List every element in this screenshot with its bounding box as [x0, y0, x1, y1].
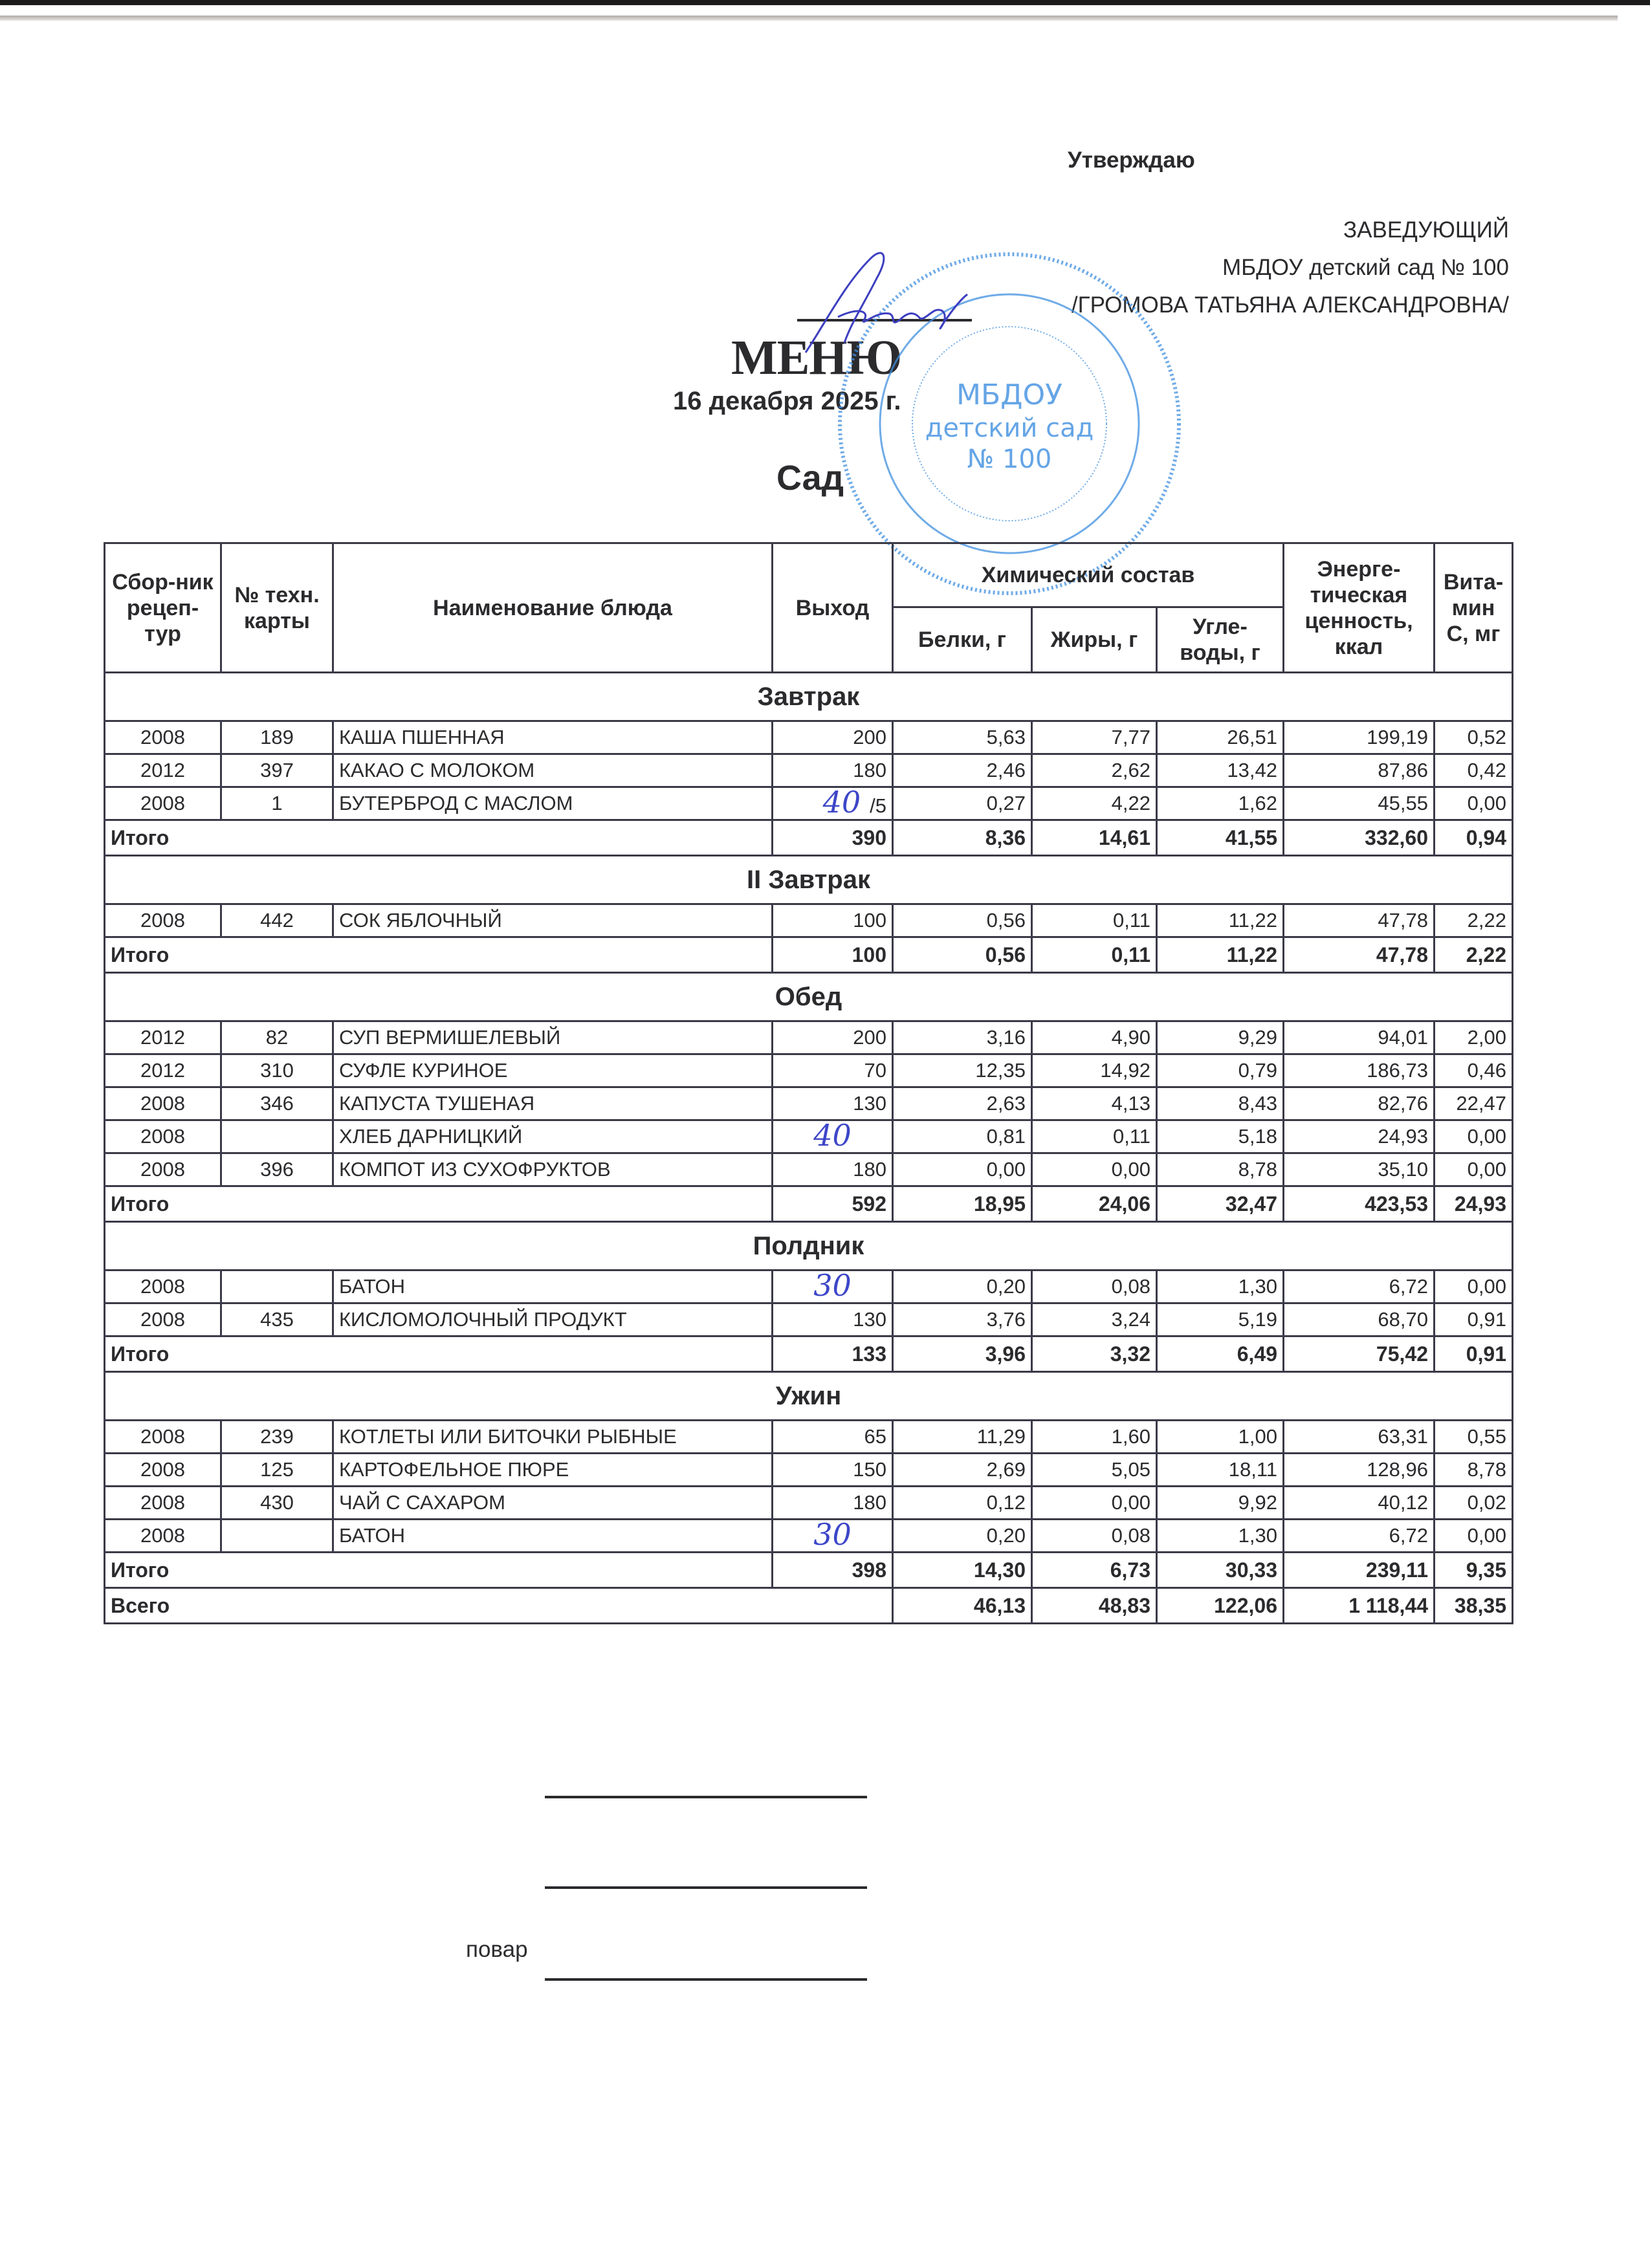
cell-kcal: 87,86 — [1284, 754, 1435, 787]
table-row — [105, 787, 1513, 820]
cell-vit-c: 2,00 — [1435, 1021, 1513, 1054]
section-header — [105, 973, 1513, 1021]
cell-vit-c: 0,55 — [1435, 1421, 1513, 1454]
cell-fat: 4,13 — [1032, 1087, 1157, 1120]
scan-edge-top — [0, 0, 1650, 5]
cell-kcal: 6,72 — [1284, 1520, 1435, 1553]
cell-dish-name: БАТОН — [333, 1520, 773, 1553]
cell-fat: 0,00 — [1032, 1487, 1157, 1520]
cell-carbs: 1,30 — [1157, 1520, 1284, 1553]
cell-tech-card: 82 — [221, 1021, 333, 1054]
subtotal-kcal: 423,53 — [1284, 1186, 1435, 1222]
header-carbs: Угле-воды, г — [1157, 607, 1284, 673]
cell-yield: 130 — [773, 1087, 893, 1120]
cell-carbs: 11,22 — [1157, 904, 1284, 937]
cell-protein: 5,63 — [893, 721, 1032, 754]
cell-carbs: 0,79 — [1157, 1054, 1284, 1087]
cell-protein: 0,00 — [893, 1153, 1032, 1186]
approval-label: Утверждаю — [1068, 147, 1195, 173]
subtotal-row — [105, 1186, 1513, 1222]
section-header — [105, 1372, 1513, 1421]
cell-kcal: 94,01 — [1284, 1021, 1435, 1054]
cell-vit-c: 0,00 — [1435, 1120, 1513, 1153]
cell-dish-name: БАТОН — [333, 1270, 773, 1303]
cell-protein: 3,16 — [893, 1021, 1032, 1054]
cell-protein: 0,56 — [893, 904, 1032, 937]
cell-tech-card — [221, 1120, 333, 1153]
section-header — [105, 856, 1513, 904]
table-row — [105, 1520, 1513, 1553]
table-row — [105, 1421, 1513, 1454]
table-row — [105, 1487, 1513, 1520]
cell-yield: 100 — [773, 904, 893, 937]
cell-dish-name: КАРТОФЕЛЬНОЕ ПЮРЕ — [333, 1454, 773, 1487]
cell-fat: 1,60 — [1032, 1421, 1157, 1454]
table-row — [105, 1454, 1513, 1487]
subtotal-protein: 0,56 — [893, 937, 1032, 973]
section-title: II Завтрак — [105, 856, 1513, 904]
cell-tech-card: 310 — [221, 1054, 333, 1087]
header-collection: Сбор-ник рецеп-тур — [105, 543, 221, 673]
grand-total-protein: 46,13 — [893, 1588, 1032, 1624]
cell-dish-name: ХЛЕБ ДАРНИЦКИЙ — [333, 1120, 773, 1153]
cook-signature-line — [545, 1978, 867, 1981]
cell-protein: 12,35 — [893, 1054, 1032, 1087]
cell-kcal: 45,55 — [1284, 787, 1435, 820]
cell-fat: 14,92 — [1032, 1054, 1157, 1087]
subtotal-yield: 133 — [773, 1336, 893, 1372]
subtotal-row — [105, 937, 1513, 973]
cell-vit-c: 22,47 — [1435, 1087, 1513, 1120]
cell-vit-c: 0,00 — [1435, 1520, 1513, 1553]
table-row — [105, 904, 1513, 937]
subtotal-kcal: 75,42 — [1284, 1336, 1435, 1372]
cell-vit-c: 0,00 — [1435, 1270, 1513, 1303]
table-row — [105, 1021, 1513, 1054]
grand-total-fat: 48,83 — [1032, 1588, 1157, 1624]
cell-collection: 2008 — [105, 787, 221, 820]
cell-fat: 0,08 — [1032, 1520, 1157, 1553]
cell-kcal: 47,78 — [1284, 904, 1435, 937]
signature-line-1 — [545, 1796, 867, 1798]
cell-carbs: 18,11 — [1157, 1454, 1284, 1487]
subtotal-fat: 3,32 — [1032, 1336, 1157, 1372]
cell-yield — [773, 787, 893, 820]
cell-kcal: 63,31 — [1284, 1421, 1435, 1454]
cell-carbs: 5,19 — [1157, 1303, 1284, 1336]
cell-protein: 0,81 — [893, 1120, 1032, 1153]
grand-total-vit-c: 38,35 — [1435, 1588, 1513, 1624]
subtotal-label: Итого — [105, 937, 773, 973]
cell-yield: 180 — [773, 1153, 893, 1186]
subtotal-kcal: 239,11 — [1284, 1553, 1435, 1588]
cell-yield: 150 — [773, 1454, 893, 1487]
cook-label: повар — [466, 1937, 528, 1962]
table-row — [105, 721, 1513, 754]
subtotal-row — [105, 820, 1513, 856]
cell-collection: 2008 — [105, 1454, 221, 1487]
cell-fat: 0,11 — [1032, 1120, 1157, 1153]
cell-kcal: 40,12 — [1284, 1487, 1435, 1520]
cell-dish-name: КАША ПШЕННАЯ — [333, 721, 773, 754]
cell-tech-card: 397 — [221, 754, 333, 787]
cell-collection: 2008 — [105, 1487, 221, 1520]
header-vitamin-c: Вита-мин С, мг — [1435, 543, 1513, 673]
subtotal-fat: 24,06 — [1032, 1186, 1157, 1222]
cell-yield: 130 — [773, 1303, 893, 1336]
subtotal-yield: 100 — [773, 937, 893, 973]
menu-table-body — [105, 673, 1513, 1624]
cell-tech-card — [221, 1520, 333, 1553]
subtotal-carbs: 30,33 — [1157, 1553, 1284, 1588]
header-energy: Энерге-тическая ценность, ккал — [1284, 543, 1435, 673]
cell-yield — [773, 1517, 893, 1553]
cell-kcal: 186,73 — [1284, 1054, 1435, 1087]
table-row — [105, 1120, 1513, 1153]
cell-yield: 70 — [773, 1054, 893, 1087]
cell-tech-card: 346 — [221, 1087, 333, 1120]
cell-carbs: 1,30 — [1157, 1270, 1284, 1303]
menu-date: 16 декабря 2025 г. — [673, 387, 901, 415]
cell-yield: 180 — [773, 754, 893, 787]
grand-total-kcal: 1 118,44 — [1284, 1588, 1435, 1624]
cell-tech-card: 189 — [221, 721, 333, 754]
table-row — [105, 1303, 1513, 1336]
table-row — [105, 1270, 1513, 1303]
cell-vit-c: 0,42 — [1435, 754, 1513, 787]
subtotal-protein: 8,36 — [893, 820, 1032, 856]
scan-page-edge — [0, 16, 1618, 21]
cell-carbs: 1,00 — [1157, 1421, 1284, 1454]
handwritten-yield: 40 — [813, 1118, 852, 1153]
subtotal-fat: 14,61 — [1032, 820, 1157, 856]
cell-fat: 0,11 — [1032, 904, 1157, 937]
branch-label: Сад — [776, 459, 844, 497]
cell-protein: 2,69 — [893, 1454, 1032, 1487]
subtotal-label: Итого — [105, 820, 773, 856]
cell-yield: 200 — [773, 1021, 893, 1054]
subtotal-carbs: 6,49 — [1157, 1336, 1284, 1372]
cell-fat: 2,62 — [1032, 754, 1157, 787]
subtotal-yield: 398 — [773, 1553, 893, 1588]
cell-collection: 2008 — [105, 1087, 221, 1120]
header-tech-card: № техн. карты — [221, 543, 333, 673]
cell-collection: 2008 — [105, 904, 221, 937]
subtotal-kcal: 47,78 — [1284, 937, 1435, 973]
cell-vit-c: 0,00 — [1435, 1153, 1513, 1186]
cell-kcal: 35,10 — [1284, 1153, 1435, 1186]
cell-fat: 4,90 — [1032, 1021, 1157, 1054]
document-title: МЕНЮ — [731, 331, 902, 385]
table-row — [105, 754, 1513, 787]
section-header — [105, 673, 1513, 721]
cell-dish-name: БУТЕРБРОД С МАСЛОМ — [333, 787, 773, 820]
cell-carbs: 1,62 — [1157, 787, 1284, 820]
cell-vit-c: 0,46 — [1435, 1054, 1513, 1087]
subtotal-fat: 0,11 — [1032, 937, 1157, 973]
cell-tech-card: 430 — [221, 1487, 333, 1520]
head-signatory: /ГРОМОВА ТАТЬЯНА АЛЕКСАНДРОВНА/ — [1071, 292, 1509, 318]
cell-fat: 4,22 — [1032, 787, 1157, 820]
subtotal-label: Итого — [105, 1553, 773, 1588]
cell-kcal: 68,70 — [1284, 1303, 1435, 1336]
section-title: Ужин — [105, 1372, 1513, 1421]
subtotal-kcal: 332,60 — [1284, 820, 1435, 856]
table-row — [105, 1054, 1513, 1087]
cell-protein: 3,76 — [893, 1303, 1032, 1336]
head-organization: МБДОУ детский сад № 100 — [1222, 255, 1509, 280]
printed-yield: /5 — [870, 794, 886, 817]
subtotal-vit-c: 24,93 — [1435, 1186, 1513, 1222]
cell-carbs: 13,42 — [1157, 754, 1284, 787]
subtotal-vit-c: 0,94 — [1435, 820, 1513, 856]
subtotal-yield: 592 — [773, 1186, 893, 1222]
cell-tech-card — [221, 1270, 333, 1303]
subtotal-row — [105, 1553, 1513, 1588]
cell-yield — [773, 1120, 893, 1153]
cell-collection: 2008 — [105, 1303, 221, 1336]
cell-tech-card: 239 — [221, 1421, 333, 1454]
header-fat: Жиры, г — [1032, 607, 1157, 673]
section-title: Полдник — [105, 1222, 1513, 1270]
cell-dish-name: КАКАО С МОЛОКОМ — [333, 754, 773, 787]
subtotal-carbs: 32,47 — [1157, 1186, 1284, 1222]
cell-kcal: 82,76 — [1284, 1087, 1435, 1120]
handwritten-yield: 40 — [822, 785, 861, 820]
cell-carbs: 9,29 — [1157, 1021, 1284, 1054]
header-chemical-composition: Химический состав — [893, 543, 1284, 607]
cell-carbs: 5,18 — [1157, 1120, 1284, 1153]
cell-dish-name: СОК ЯБЛОЧНЫЙ — [333, 904, 773, 937]
cell-vit-c: 0,91 — [1435, 1303, 1513, 1336]
head-position: ЗАВЕДУЮЩИЙ — [1343, 217, 1509, 243]
cell-dish-name: КОТЛЕТЫ ИЛИ БИТОЧКИ РЫБНЫЕ — [333, 1421, 773, 1454]
cell-fat: 3,24 — [1032, 1303, 1157, 1336]
cell-collection: 2008 — [105, 1270, 221, 1303]
subtotal-protein: 14,30 — [893, 1553, 1032, 1588]
cell-yield: 180 — [773, 1487, 893, 1520]
cell-tech-card: 442 — [221, 904, 333, 937]
handwritten-yield: 30 — [813, 1268, 852, 1303]
cell-dish-name: ЧАЙ С САХАРОМ — [333, 1487, 773, 1520]
subtotal-protein: 18,95 — [893, 1186, 1032, 1222]
cell-protein: 0,12 — [893, 1487, 1032, 1520]
cell-tech-card: 435 — [221, 1303, 333, 1336]
cell-carbs: 26,51 — [1157, 721, 1284, 754]
cell-yield: 65 — [773, 1421, 893, 1454]
stamp-text-3: № 100 — [967, 444, 1052, 474]
cell-yield — [773, 1270, 893, 1303]
cell-fat: 0,08 — [1032, 1270, 1157, 1303]
grand-total-carbs: 122,06 — [1157, 1588, 1284, 1624]
approval-signature-line — [797, 319, 972, 322]
menu-table — [104, 542, 1513, 1624]
cell-kcal: 6,72 — [1284, 1270, 1435, 1303]
subtotal-row — [105, 1336, 1513, 1372]
cell-fat: 7,77 — [1032, 721, 1157, 754]
cell-dish-name: КАПУСТА ТУШЕНАЯ — [333, 1087, 773, 1120]
header-protein: Белки, г — [893, 607, 1032, 673]
cell-vit-c: 0,00 — [1435, 787, 1513, 820]
cell-dish-name: КОМПОТ ИЗ СУХОФРУКТОВ — [333, 1153, 773, 1186]
cell-kcal: 24,93 — [1284, 1120, 1435, 1153]
cell-collection: 2012 — [105, 754, 221, 787]
cell-tech-card: 1 — [221, 787, 333, 820]
cell-dish-name: СУП ВЕРМИШЕЛЕВЫЙ — [333, 1021, 773, 1054]
cell-tech-card: 396 — [221, 1153, 333, 1186]
table-row — [105, 1153, 1513, 1186]
subtotal-carbs: 11,22 — [1157, 937, 1284, 973]
cell-protein: 11,29 — [893, 1421, 1032, 1454]
grand-total-label: Всего — [105, 1588, 893, 1624]
stamp-text-1: МБДОУ — [956, 378, 1062, 411]
table-row — [105, 1087, 1513, 1120]
cell-protein: 0,20 — [893, 1270, 1032, 1303]
grand-total-row — [105, 1588, 1513, 1624]
cell-collection: 2012 — [105, 1021, 221, 1054]
cell-tech-card: 125 — [221, 1454, 333, 1487]
section-title: Завтрак — [105, 673, 1513, 721]
cell-protein: 0,20 — [893, 1520, 1032, 1553]
cell-carbs: 8,78 — [1157, 1153, 1284, 1186]
cell-vit-c: 8,78 — [1435, 1454, 1513, 1487]
subtotal-vit-c: 2,22 — [1435, 937, 1513, 973]
cell-dish-name: СУФЛЕ КУРИНОЕ — [333, 1054, 773, 1087]
subtotal-carbs: 41,55 — [1157, 820, 1284, 856]
cell-vit-c: 0,52 — [1435, 721, 1513, 754]
section-title: Обед — [105, 973, 1513, 1021]
subtotal-vit-c: 9,35 — [1435, 1553, 1513, 1588]
cell-dish-name: КИСЛОМОЛОЧНЫЙ ПРОДУКТ — [333, 1303, 773, 1336]
section-header — [105, 1222, 1513, 1270]
signature-line-2 — [545, 1886, 867, 1889]
cell-collection: 2008 — [105, 1153, 221, 1186]
cell-fat: 0,00 — [1032, 1153, 1157, 1186]
cell-vit-c: 2,22 — [1435, 904, 1513, 937]
cell-protein: 2,63 — [893, 1087, 1032, 1120]
cell-yield: 200 — [773, 721, 893, 754]
cell-collection: 2008 — [105, 1120, 221, 1153]
cell-kcal: 128,96 — [1284, 1454, 1435, 1487]
subtotal-label: Итого — [105, 1186, 773, 1222]
cell-kcal: 199,19 — [1284, 721, 1435, 754]
handwritten-yield: 30 — [813, 1517, 852, 1552]
subtotal-vit-c: 0,91 — [1435, 1336, 1513, 1372]
cell-collection: 2008 — [105, 721, 221, 754]
cell-collection: 2012 — [105, 1054, 221, 1087]
header-dish-name: Наименование блюда — [333, 543, 773, 673]
header-yield: Выход — [773, 543, 893, 673]
cell-protein: 2,46 — [893, 754, 1032, 787]
subtotal-label: Итого — [105, 1336, 773, 1372]
cell-carbs: 8,43 — [1157, 1087, 1284, 1120]
subtotal-fat: 6,73 — [1032, 1553, 1157, 1588]
stamp-text-2: детский сад — [925, 413, 1094, 443]
cell-protein: 0,27 — [893, 787, 1032, 820]
cell-fat: 5,05 — [1032, 1454, 1157, 1487]
cell-collection: 2008 — [105, 1421, 221, 1454]
cell-collection: 2008 — [105, 1520, 221, 1553]
subtotal-yield: 390 — [773, 820, 893, 856]
cell-vit-c: 0,02 — [1435, 1487, 1513, 1520]
subtotal-protein: 3,96 — [893, 1336, 1032, 1372]
cell-carbs: 9,92 — [1157, 1487, 1284, 1520]
